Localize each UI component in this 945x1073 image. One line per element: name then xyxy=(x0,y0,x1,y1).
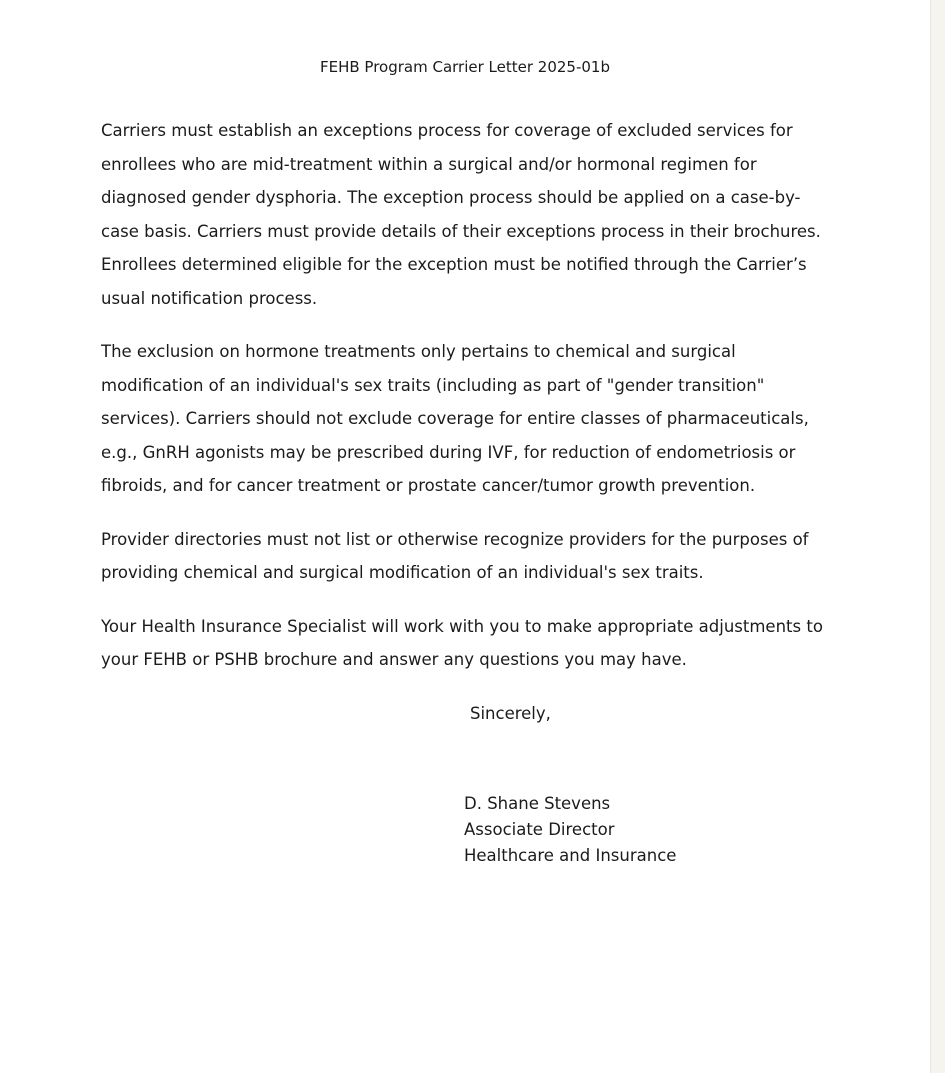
signature-block xyxy=(464,791,824,869)
document-body xyxy=(101,114,824,869)
paragraph-hormone-exclusion: The exclusion on hormone treatments only pertains to chemical and surgical modification of an individual's sex traits (including as part of "gender transition" services). Carriers should not exclude coverage for entire classes of pharmaceuticals, e.g., GnRH agonists may be prescribed during IVF, for reduction of endometriosis or fibroids, and for cancer treatment or prostate cancer/tumor growth prevention. xyxy=(101,342,809,495)
document-title: FEHB Program Carrier Letter 2025-01b xyxy=(319,58,610,76)
signature-name: D. Shane Stevens xyxy=(464,794,611,813)
paragraph-provider-directories: Provider directories must not list or otherwise recognize providers for the purposes of providing chemical and surgical modification of an individual's sex traits. xyxy=(101,529,809,582)
page-edge-gutter xyxy=(930,0,945,1073)
closing-salutation: Sincerely, xyxy=(470,703,551,723)
signature-office: Healthcare and Insurance xyxy=(464,846,677,865)
paragraph-insurance-specialist: Your Health Insurance Specialist will work with you to make appropriate adjustments to your FEHB or PSHB brochure and answer any questions you may have. xyxy=(101,616,823,669)
signature-title: Associate Director xyxy=(464,820,615,839)
paragraph-exceptions-process: Carriers must establish an exceptions process for coverage of excluded services for enrollees who are mid-treatment within a surgical and/or hormonal regimen for diagnosed gender dysphoria. The exception process should be applied on a case-by-case basis. Carriers must provide details of their exceptions process in their brochures. Enrollees determined eligible for the exception must be notified through the Carrier’s usual notification process. xyxy=(101,121,821,308)
